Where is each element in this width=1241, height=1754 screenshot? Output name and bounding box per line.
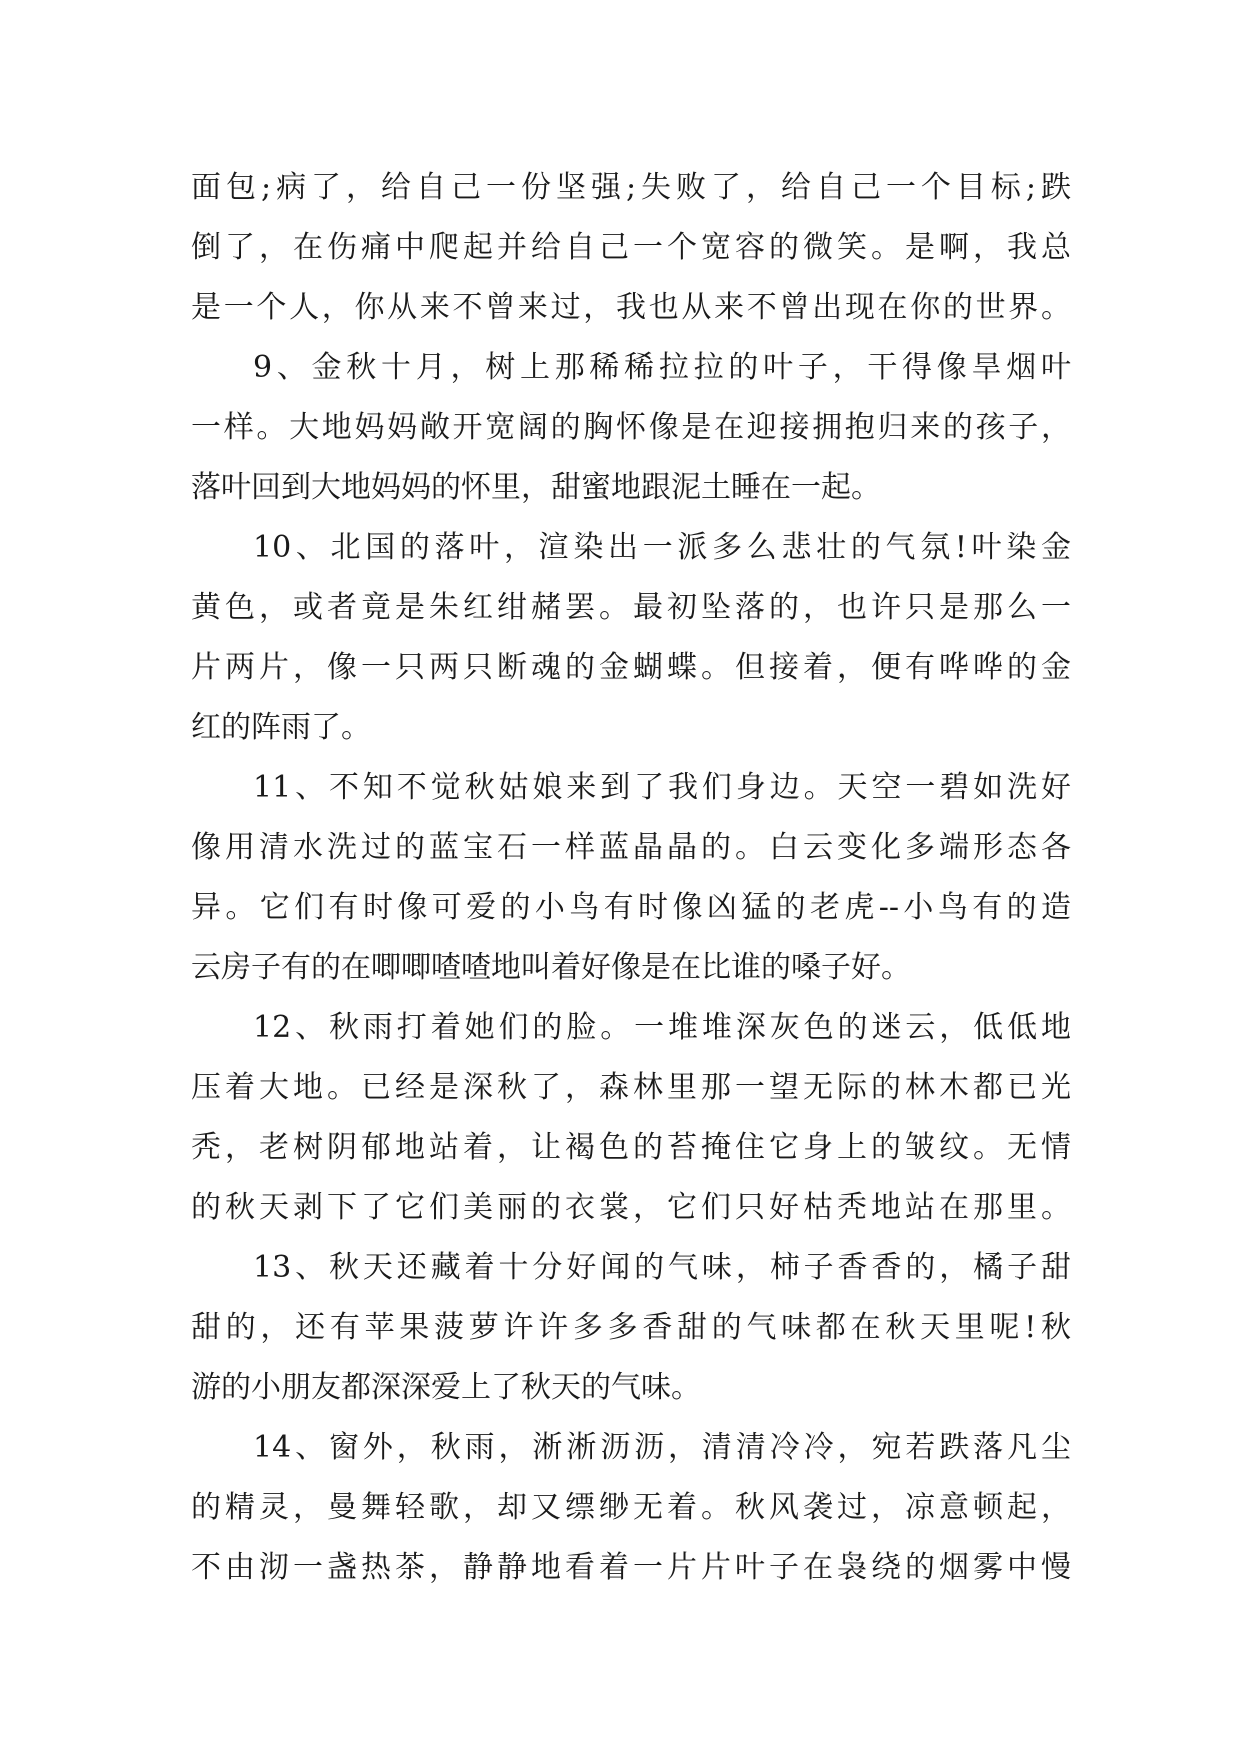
text-line: 倒了，在伤痛中爬起并给自己一个宽容的微笑。是啊，我总: [191, 230, 1071, 265]
text-line: 的精灵，曼舞轻歌，却又缥缈无着。秋风袭过，凉意顿起，: [191, 1490, 1071, 1525]
text-line: 不由沏一盏热茶，静静地看着一片片叶子在袅绕的烟雾中慢: [191, 1550, 1071, 1585]
text-line: 红的阵雨了。: [191, 710, 371, 745]
paragraph-start-line: 10、北国的落叶，渲染出一派多么悲壮的气氛!叶染金: [253, 530, 1071, 565]
text-line: 一样。大地妈妈敞开宽阔的胸怀像是在迎接拥抱归来的孩子，: [191, 410, 1071, 445]
paragraph-start-line: 13、秋天还藏着十分好闻的气味，柿子香香的，橘子甜: [253, 1250, 1071, 1285]
text-line: 是一个人，你从来不曾来过，我也从来不曾出现在你的世界。: [191, 290, 1071, 325]
body-text: [191, 158, 1071, 1598]
text-line: 面包;病了，给自己一份坚强;失败了，给自己一个目标;跌: [191, 170, 1071, 205]
text-line: 云房子有的在唧唧喳喳地叫着好像是在比谁的嗓子好。: [191, 950, 911, 985]
text-line: 压着大地。已经是深秋了，森林里那一望无际的林木都已光: [191, 1070, 1071, 1105]
text-line: 异。它们有时像可爱的小鸟有时像凶猛的老虎--小鸟有的造: [191, 890, 1071, 925]
text-line: 甜的，还有苹果菠萝许许多多香甜的气味都在秋天里呢!秋: [191, 1310, 1071, 1345]
text-line: 的秋天剥下了它们美丽的衣裳，它们只好枯秃地站在那里。: [191, 1190, 1071, 1225]
paragraph-start-line: 9、金秋十月，树上那稀稀拉拉的叶子，干得像旱烟叶: [253, 350, 1071, 385]
text-line: 落叶回到大地妈妈的怀里，甜蜜地跟泥土睡在一起。: [191, 470, 881, 505]
text-line: 游的小朋友都深深爱上了秋天的气味。: [191, 1370, 701, 1405]
text-line: 像用清水洗过的蓝宝石一样蓝晶晶的。白云变化多端形态各: [191, 830, 1071, 865]
text-line: 秃，老树阴郁地站着，让褐色的苔掩住它身上的皱纹。无情: [191, 1130, 1071, 1165]
text-line: 片两片，像一只两只断魂的金蝴蝶。但接着，便有哗哗的金: [191, 650, 1071, 685]
paragraph-start-line: 14、窗外，秋雨，淅淅沥沥，清清冷冷，宛若跌落凡尘: [253, 1430, 1071, 1465]
paragraph-start-line: 11、不知不觉秋姑娘来到了我们身边。天空一碧如洗好: [253, 770, 1071, 805]
paragraph-start-line: 12、秋雨打着她们的脸。一堆堆深灰色的迷云，低低地: [253, 1010, 1071, 1045]
text-line: 黄色，或者竟是朱红绀赭罢。最初坠落的，也许只是那么一: [191, 590, 1071, 625]
